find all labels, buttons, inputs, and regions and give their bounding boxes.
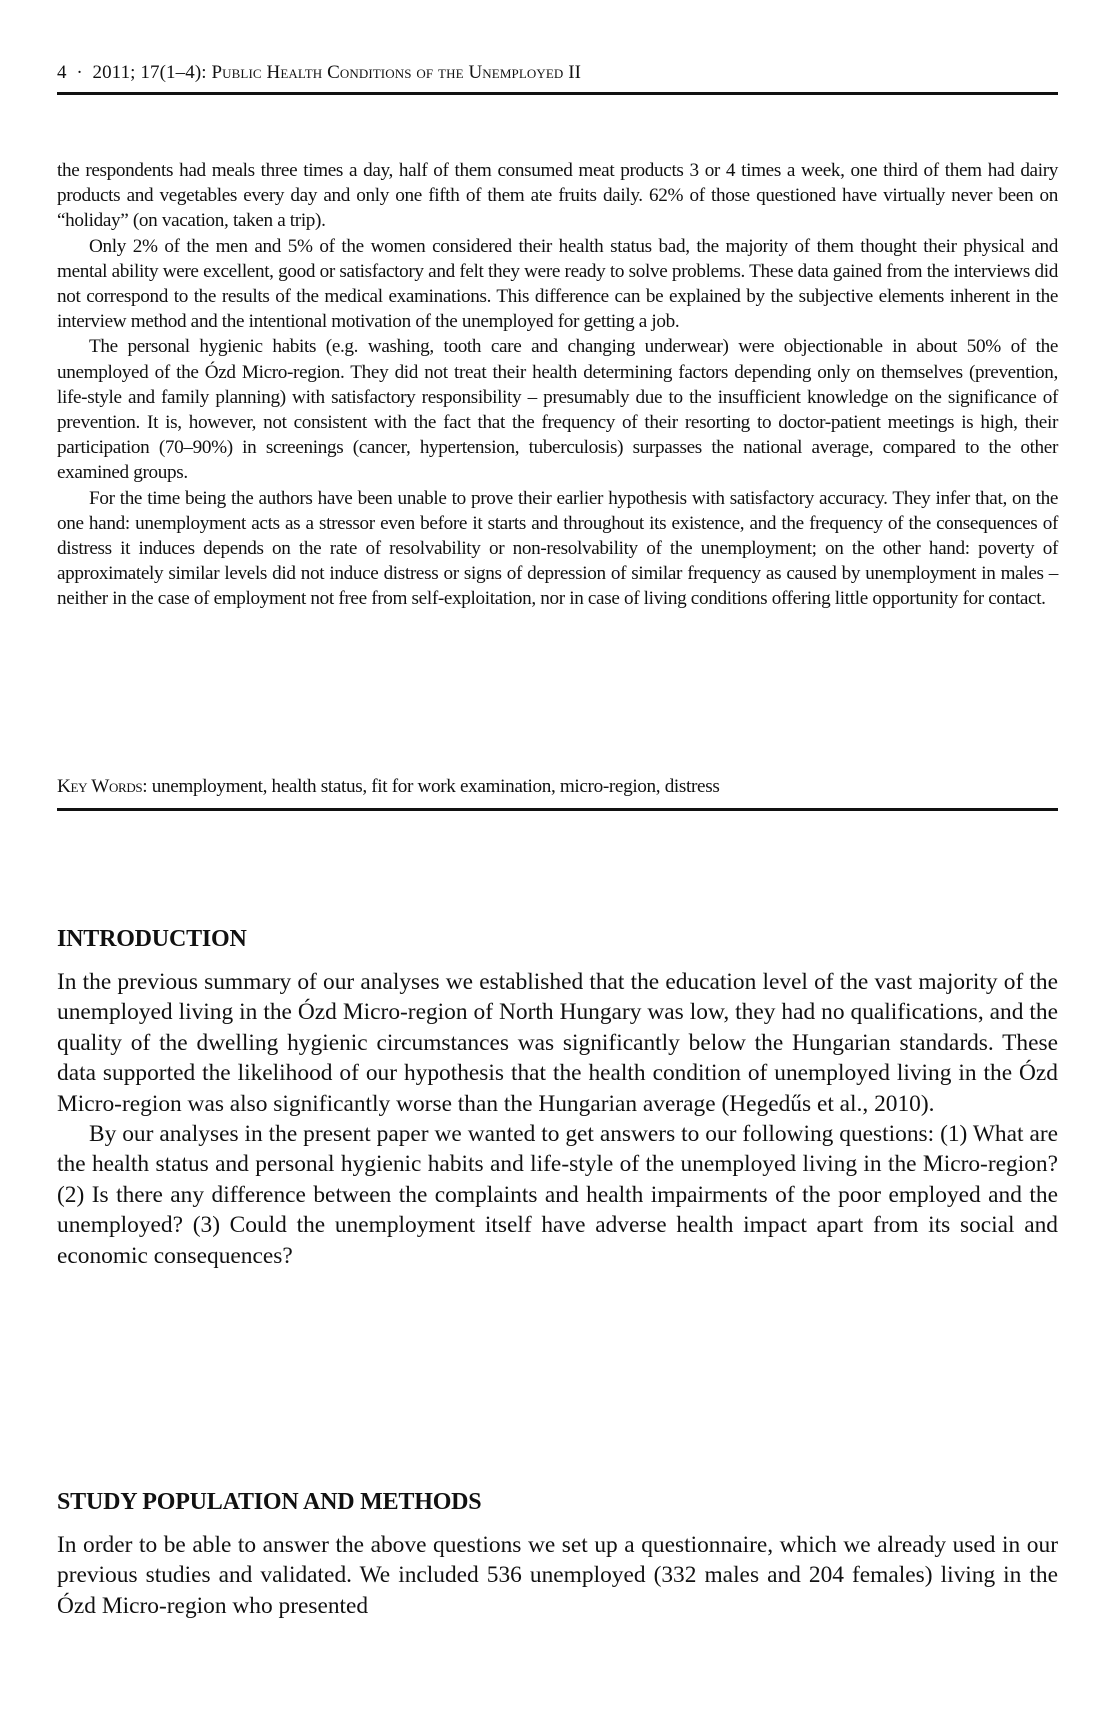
- section-heading-methods: STUDY POPULATION AND METHODS: [57, 1488, 482, 1515]
- page-number: 4: [57, 62, 67, 83]
- abstract-paragraph: Only 2% of the men and 5% of the women considered their health status bad, the majority of them thought their physical and mental ability were excellent, good or satisfactory and felt they were ready to solve problems. These data gained from the interviews did not correspond to the results of the medical examinations. This difference can be explained by the subjective elements inherent in the interview method and the intentional motivation of the unemployed for getting a job.: [57, 235, 1058, 333]
- methods-body: [57, 1530, 1058, 1621]
- abstract-paragraph: For the time being the authors have been unable to prove their earlier hypothesis with satisfactory accuracy. They infer that, on the one hand: unemployment acts as a stressor even before it starts and throughout its existence, and the frequency of the consequences of distress it induces depends on the rate of resolvability or non-resolvability of the unemployment; on the other hand: poverty of approximately similar levels did not induce distress or signs of depression of similar frequency as caused by unemployment in males – neither in the case of employment not free from self-exploitation, nor in case of living conditions offering little opportunity for contact.: [57, 487, 1058, 610]
- abstract-rule: [57, 808, 1058, 811]
- abstract-paragraph: The personal hygienic habits (e.g. washing, tooth care and changing underwear) were objectionable in about 50% of the unemployed of the Ózd Micro-region. They did not treat their health determining factors depending only on themselves (prevention, life-style and family planning) with satisfactory responsibility – presumably due to the insufficient knowledge on the significance of prevention. It is, however, not consistent with the fact that the frequency of their resorting to doctor-patient meetings is high, their participation (70–90%) in screenings (cancer, hypertension, tuberculosis) surpasses the national average, compared to the other examined groups.: [57, 336, 1058, 484]
- running-head: [57, 62, 1058, 84]
- abstract: [57, 158, 1058, 612]
- body-paragraph: By our analyses in the present paper we wanted to get answers to our following questions: (1) What are the health status and personal hygienic habits and life-style of the unemployed living in the Micro-region? (2) Is there any difference between the complaints and health impairments of the poor employed and the unemployed? (3) Could the unemployment itself have adverse health impact apart from its social and economic consequences?: [57, 1121, 1058, 1269]
- keywords-list: unemployment, health status, fit for work examination, micro-region, distress: [151, 776, 720, 797]
- abstract-paragraph: the respondents had meals three times a day, half of them consumed meat products 3 or 4 times a week, one third of them had dairy products and vegetables every day and only one fifth of them ate fruits daily. 62% of those questioned have virtually never been on “holiday” (on vacation, taken a trip).: [57, 160, 1058, 232]
- separator-dot: ·: [71, 62, 88, 83]
- keywords-label: Key Words:: [57, 776, 148, 797]
- journal-issue: 2011; 17(1–4):: [92, 62, 207, 83]
- keywords: [57, 776, 1058, 798]
- running-title: Public Health Conditions of the Unemployed II: [211, 62, 582, 83]
- body-paragraph: In order to be able to answer the above questions we set up a questionnaire, which we already used in our previous studies and validated. We included 536 unemployed (332 males and 204 females) living in the Ózd Micro-region who presented: [57, 1532, 1058, 1619]
- header-rule: [57, 92, 1058, 95]
- section-heading-introduction: INTRODUCTION: [57, 925, 247, 952]
- body-paragraph: In the previous summary of our analyses we established that the education level of the vast majority of the unemployed living in the Ózd Micro-region of North Hungary was low, they had no qualifications, and the quality of the dwelling hygienic circumstances was significantly below the Hungarian standards. These data supported the likelihood of our hypothesis that the health condition of unemployed living in the Ózd Micro-region was also significantly worse than the Hungarian average (Hegedűs et al., 2010).: [57, 969, 1058, 1117]
- introduction-body: [57, 967, 1058, 1271]
